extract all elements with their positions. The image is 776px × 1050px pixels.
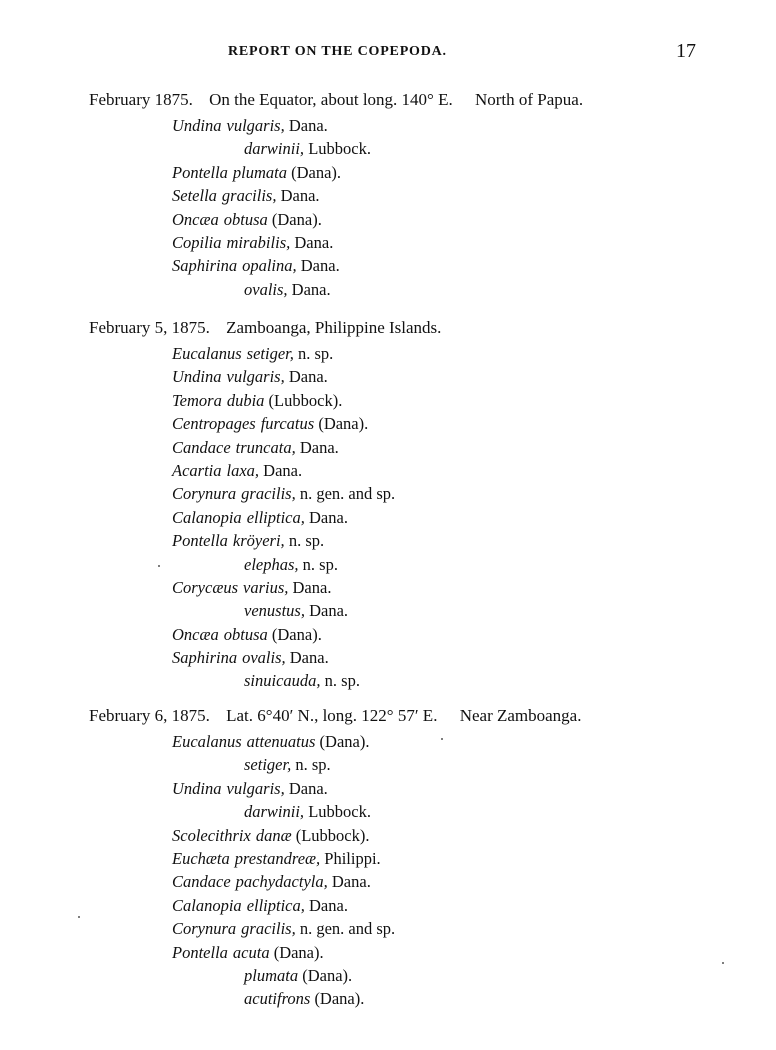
species-authority: n. gen. and sp. [295, 919, 396, 939]
species-epithet: laxa, [226, 460, 260, 480]
species-item [0, 623, 776, 646]
species-item [0, 482, 776, 505]
species-item [0, 964, 776, 987]
species-item [0, 208, 776, 231]
species-authority: Philippi. [320, 848, 381, 868]
entry-heading [89, 706, 581, 726]
running-title: REPORT ON THE COPEPODA. [228, 44, 447, 59]
species-genus: Candace [172, 872, 231, 892]
species-authority: (Dana). [267, 624, 322, 644]
entry-date: February 6, 1875. [89, 706, 210, 725]
species-item [0, 987, 776, 1010]
species-authority: n. sp. [320, 671, 360, 691]
species-genus: Pontella [172, 942, 228, 962]
species-item [0, 436, 776, 459]
species-authority: Dana. [304, 895, 348, 915]
species-authority: (Dana). [287, 162, 342, 182]
species-authority: Dana. [284, 778, 328, 798]
species-authority: (Dana). [267, 209, 322, 229]
species-genus: Saphirina [172, 256, 238, 276]
species-genus: Oncæa [172, 209, 219, 229]
species-epithet: gracilis, [241, 919, 296, 939]
species-authority: (Dana). [310, 989, 365, 1009]
entry-heading [89, 90, 583, 110]
species-genus: Pontella [172, 162, 228, 182]
species-authority: Dana. [304, 601, 349, 621]
entry-date: February 1875. [89, 90, 193, 109]
species-epithet: danæ [255, 825, 292, 845]
species-authority: Lubbock. [304, 139, 371, 159]
species-epithet: dubia [226, 390, 265, 410]
species-item [0, 278, 776, 301]
species-epithet: gracilis, [221, 186, 277, 206]
species-genus: Euchæta [172, 848, 230, 868]
species-epithet: obtusa [223, 209, 268, 229]
species-authority: Dana. [295, 437, 339, 457]
species-epithet: ovalis, [242, 648, 286, 668]
species-item [0, 599, 776, 622]
species-genus: Oncæa [172, 624, 219, 644]
species-authority: (Dana). [298, 965, 353, 985]
species-list [0, 114, 776, 301]
species-authority: Dana. [284, 367, 328, 387]
species-item [0, 646, 776, 669]
entry-date: February 5, 1875. [89, 318, 210, 337]
species-genus: Undina [172, 116, 222, 135]
species-authority: n. sp. [293, 344, 334, 363]
species-authority: n. sp. [298, 554, 338, 574]
species-epithet: plumata [232, 162, 287, 182]
species-authority: (Dana). [315, 732, 370, 751]
species-genus: Eucalanus [172, 344, 242, 363]
entry-location: Lat. 6°40′ N., long. 122° 57′ E. [226, 706, 438, 725]
species-authority: (Dana). [314, 414, 369, 434]
species-genus: Temora [172, 390, 222, 410]
species-item [0, 941, 776, 964]
species-epithet: obtusa [223, 624, 268, 644]
species-item [0, 894, 776, 917]
species-genus: Pontella [172, 531, 228, 551]
species-epithet: vulgaris, [226, 116, 285, 135]
species-item [0, 342, 776, 365]
species-genus: Corycæus [172, 577, 238, 597]
species-epithet: setiger, [244, 755, 292, 775]
species-item [0, 824, 776, 847]
species-list [0, 342, 776, 693]
species-authority: Dana. [284, 116, 328, 135]
species-item [0, 137, 776, 160]
species-epithet: opalina, [242, 256, 297, 276]
species-item [0, 800, 776, 823]
species-epithet: ovalis, [244, 279, 288, 299]
print-speck [441, 738, 443, 740]
species-item [0, 847, 776, 870]
species-item [0, 231, 776, 254]
species-epithet: vulgaris, [226, 367, 285, 387]
species-genus: Corynura [172, 919, 237, 939]
species-authority: n. sp. [284, 531, 325, 551]
entry-location: Zamboanga, Philippine Islands. [226, 318, 442, 337]
species-item [0, 576, 776, 599]
species-genus: Acartia [172, 460, 222, 480]
species-epithet: venustus, [244, 601, 305, 621]
species-authority: Dana. [285, 648, 329, 668]
species-authority: Dana. [296, 256, 340, 276]
species-item [0, 161, 776, 184]
species-item [0, 254, 776, 277]
species-item [0, 753, 776, 776]
species-genus: Corynura [172, 484, 237, 504]
species-epithet: setiger, [246, 344, 294, 363]
species-epithet: elliptica, [246, 895, 305, 915]
species-authority: n. gen. and sp. [295, 484, 396, 504]
species-epithet: vulgaris, [226, 778, 285, 798]
species-epithet: acuta [232, 942, 270, 962]
species-epithet: darwinii, [244, 802, 305, 822]
species-authority: Dana. [287, 279, 331, 299]
species-authority: Dana. [276, 186, 320, 206]
species-epithet: furcatus [260, 414, 315, 434]
species-item [0, 553, 776, 576]
species-epithet: attenuatus [246, 732, 316, 751]
species-epithet: mirabilis, [226, 232, 291, 252]
species-item [0, 777, 776, 800]
entry-note: North of Papua. [474, 90, 584, 109]
species-item [0, 529, 776, 552]
species-item [0, 184, 776, 207]
species-genus: Undina [172, 367, 222, 387]
print-speck [78, 916, 80, 918]
species-epithet: kröyeri, [232, 531, 285, 551]
species-item [0, 389, 776, 412]
species-epithet: gracilis, [241, 484, 296, 504]
species-item [0, 870, 776, 893]
species-authority: Lubbock. [304, 802, 371, 822]
page-header [0, 40, 776, 68]
species-list [0, 730, 776, 1011]
species-item [0, 730, 776, 753]
species-authority: n. sp. [291, 755, 331, 775]
entry-note: Near Zamboanga. [459, 706, 582, 725]
species-item [0, 365, 776, 388]
entry-heading [89, 318, 441, 338]
species-authority: (Dana). [269, 942, 324, 962]
print-speck [158, 565, 160, 567]
entry-location: On the Equator, about long. 140° E. [209, 90, 453, 109]
print-speck [722, 962, 724, 964]
species-genus: Candace [172, 437, 231, 457]
species-item [0, 459, 776, 482]
species-genus: Calanopia [172, 507, 242, 527]
species-genus: Centropages [172, 414, 256, 434]
species-item [0, 412, 776, 435]
species-authority: Dana. [290, 232, 334, 252]
species-authority: Dana. [327, 872, 371, 892]
species-genus: Copilia [172, 232, 222, 252]
species-epithet: pachydactyla, [235, 872, 328, 892]
species-authority: Dana. [259, 460, 303, 480]
species-epithet: plumata [244, 965, 299, 985]
species-authority: Dana. [288, 577, 332, 597]
species-epithet: sinuicauda, [244, 671, 321, 691]
species-genus: Setella [172, 186, 217, 206]
species-epithet: truncata, [235, 437, 296, 457]
species-epithet: elliptica, [246, 507, 305, 527]
species-genus: Scolecithrix [172, 825, 251, 845]
species-epithet: prestandreæ, [234, 848, 321, 868]
page-number: 17 [676, 40, 696, 62]
species-epithet: varius, [243, 577, 289, 597]
species-epithet: acutifrons [244, 989, 311, 1009]
species-item [0, 917, 776, 940]
species-genus: Eucalanus [172, 732, 242, 751]
species-authority: (Lubbock). [264, 390, 343, 410]
species-genus: Undina [172, 778, 222, 798]
species-genus: Saphirina [172, 648, 238, 668]
species-genus: Calanopia [172, 895, 242, 915]
species-authority: Dana. [304, 507, 348, 527]
species-authority: (Lubbock). [291, 825, 370, 845]
species-item [0, 114, 776, 137]
species-item [0, 506, 776, 529]
species-epithet: elephas, [244, 554, 299, 574]
species-item [0, 669, 776, 692]
species-epithet: darwinii, [244, 139, 305, 159]
